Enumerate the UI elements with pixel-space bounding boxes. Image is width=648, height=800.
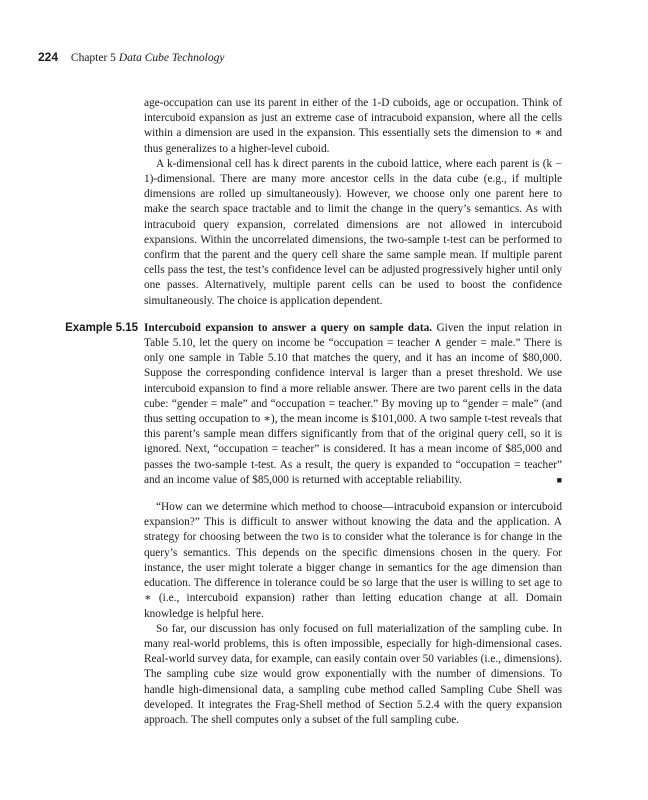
end-of-example-mark: ■: [556, 474, 562, 485]
body-text: [65, 96, 563, 728]
example-block: [65, 321, 563, 488]
running-header: [38, 50, 224, 64]
example-text: Given the input relation in Table 5.10, let the query on income be “occupation = teacher ∧ gender = male.” There is only one sample in Table 5.10 that matches the query, and it has an income of $80,000. Suppose the corresponding confidence interval is larger than a preset threshold. We use intercuboid expansion to find a more reliable answer. There are two parent cells in the data cube: “gender = male” and “occupation = teacher.” By moving up to “gender = male” (and thus setting occupation to ∗), the mean income is $101,000. A two sample t-test reveals that this parent’s sample mean differs significantly from that of the original query cell, so it is ignored. Next, “occupation = teacher” is considered. It has a mean income of $85,000 and passes the two-sample t-test. As a result, the query is expanded to “occupation = teacher” and an income value of $85,000 is returned with acceptable reliability.: [144, 321, 563, 486]
paragraph-intro-1: age-occupation can use its parent in either of the 1-D cuboids, age or occupation. Think of intercuboid expansion as just an extreme case of intracuboid expansion, where all the cells within a dimension are used in the expansion. This essentially sets the dimension to ∗ and thus generalizes to a higher-level cuboid.: [144, 97, 562, 155]
example-paragraph: [144, 321, 562, 488]
example-label: Example 5.15: [65, 321, 138, 334]
example-title: Intercuboid expansion to answer a query on sample data.: [144, 321, 433, 334]
chapter-title: Data Cube Technology: [118, 52, 225, 64]
page-number: 224: [38, 50, 59, 64]
paragraph-intro-2: A k-dimensional cell has k direct parents in the cuboid lattice, where each parent is (k − 1)-dimensional. There are many more ancestor cells in the data cube (e.g., if multiple dimensions are rolled up simultaneously). However, we choose only one parent here to make the search space tractable and to limit the change in the query’s semantics. As with intracuboid query expansion, correlated dimensions are not allowed in intercuboid expansions. Within the uncorrelated dimensions, the two-sample t-test can be performed to confirm that the parent and the query cell share the same sample mean. If multiple parent cells pass the test, the test’s confidence level can be adjusted progressively higher until only one passes. Alternatively, multiple parent cells can be used to boost the confidence simultaneously. The choice is application dependent.: [144, 157, 562, 307]
paragraph-closing-1: “How can we determine which method to choose—intracuboid expansion or intercuboid expansion?” This is difficult to answer without knowing the data and the application. A strategy for choosing between the two is to consider what the tolerance is for change in the query’s semantics. This depends on the specific dimensions chosen in the query. For instance, the user might tolerate a bigger change in semantics for the age dimension than education. The difference in tolerance could be so large that the user is willing to set age to ∗ (i.e., intercuboid expansion) rather than letting education change at all. Domain knowledge is helpful here.: [144, 501, 562, 620]
paragraph-closing-2: So far, our discussion has only focused on full materialization of the sampling cube. In many real-world problems, this is often impossible, especially for high-dimensional cases. Real-world survey data, for example, can easily contain over 50 variables (i.e., dimensions). The sampling cube size would grow exponentially with the number of dimensions. To handle high-dimensional data, a sampling cube method called Sampling Cube Shell was developed. It integrates the Frag-Shell method of Section 5.2.4 with the query expansion approach. The shell computes only a subset of the full sampling cube.: [144, 622, 562, 726]
chapter-label: Chapter 5: [70, 52, 116, 64]
